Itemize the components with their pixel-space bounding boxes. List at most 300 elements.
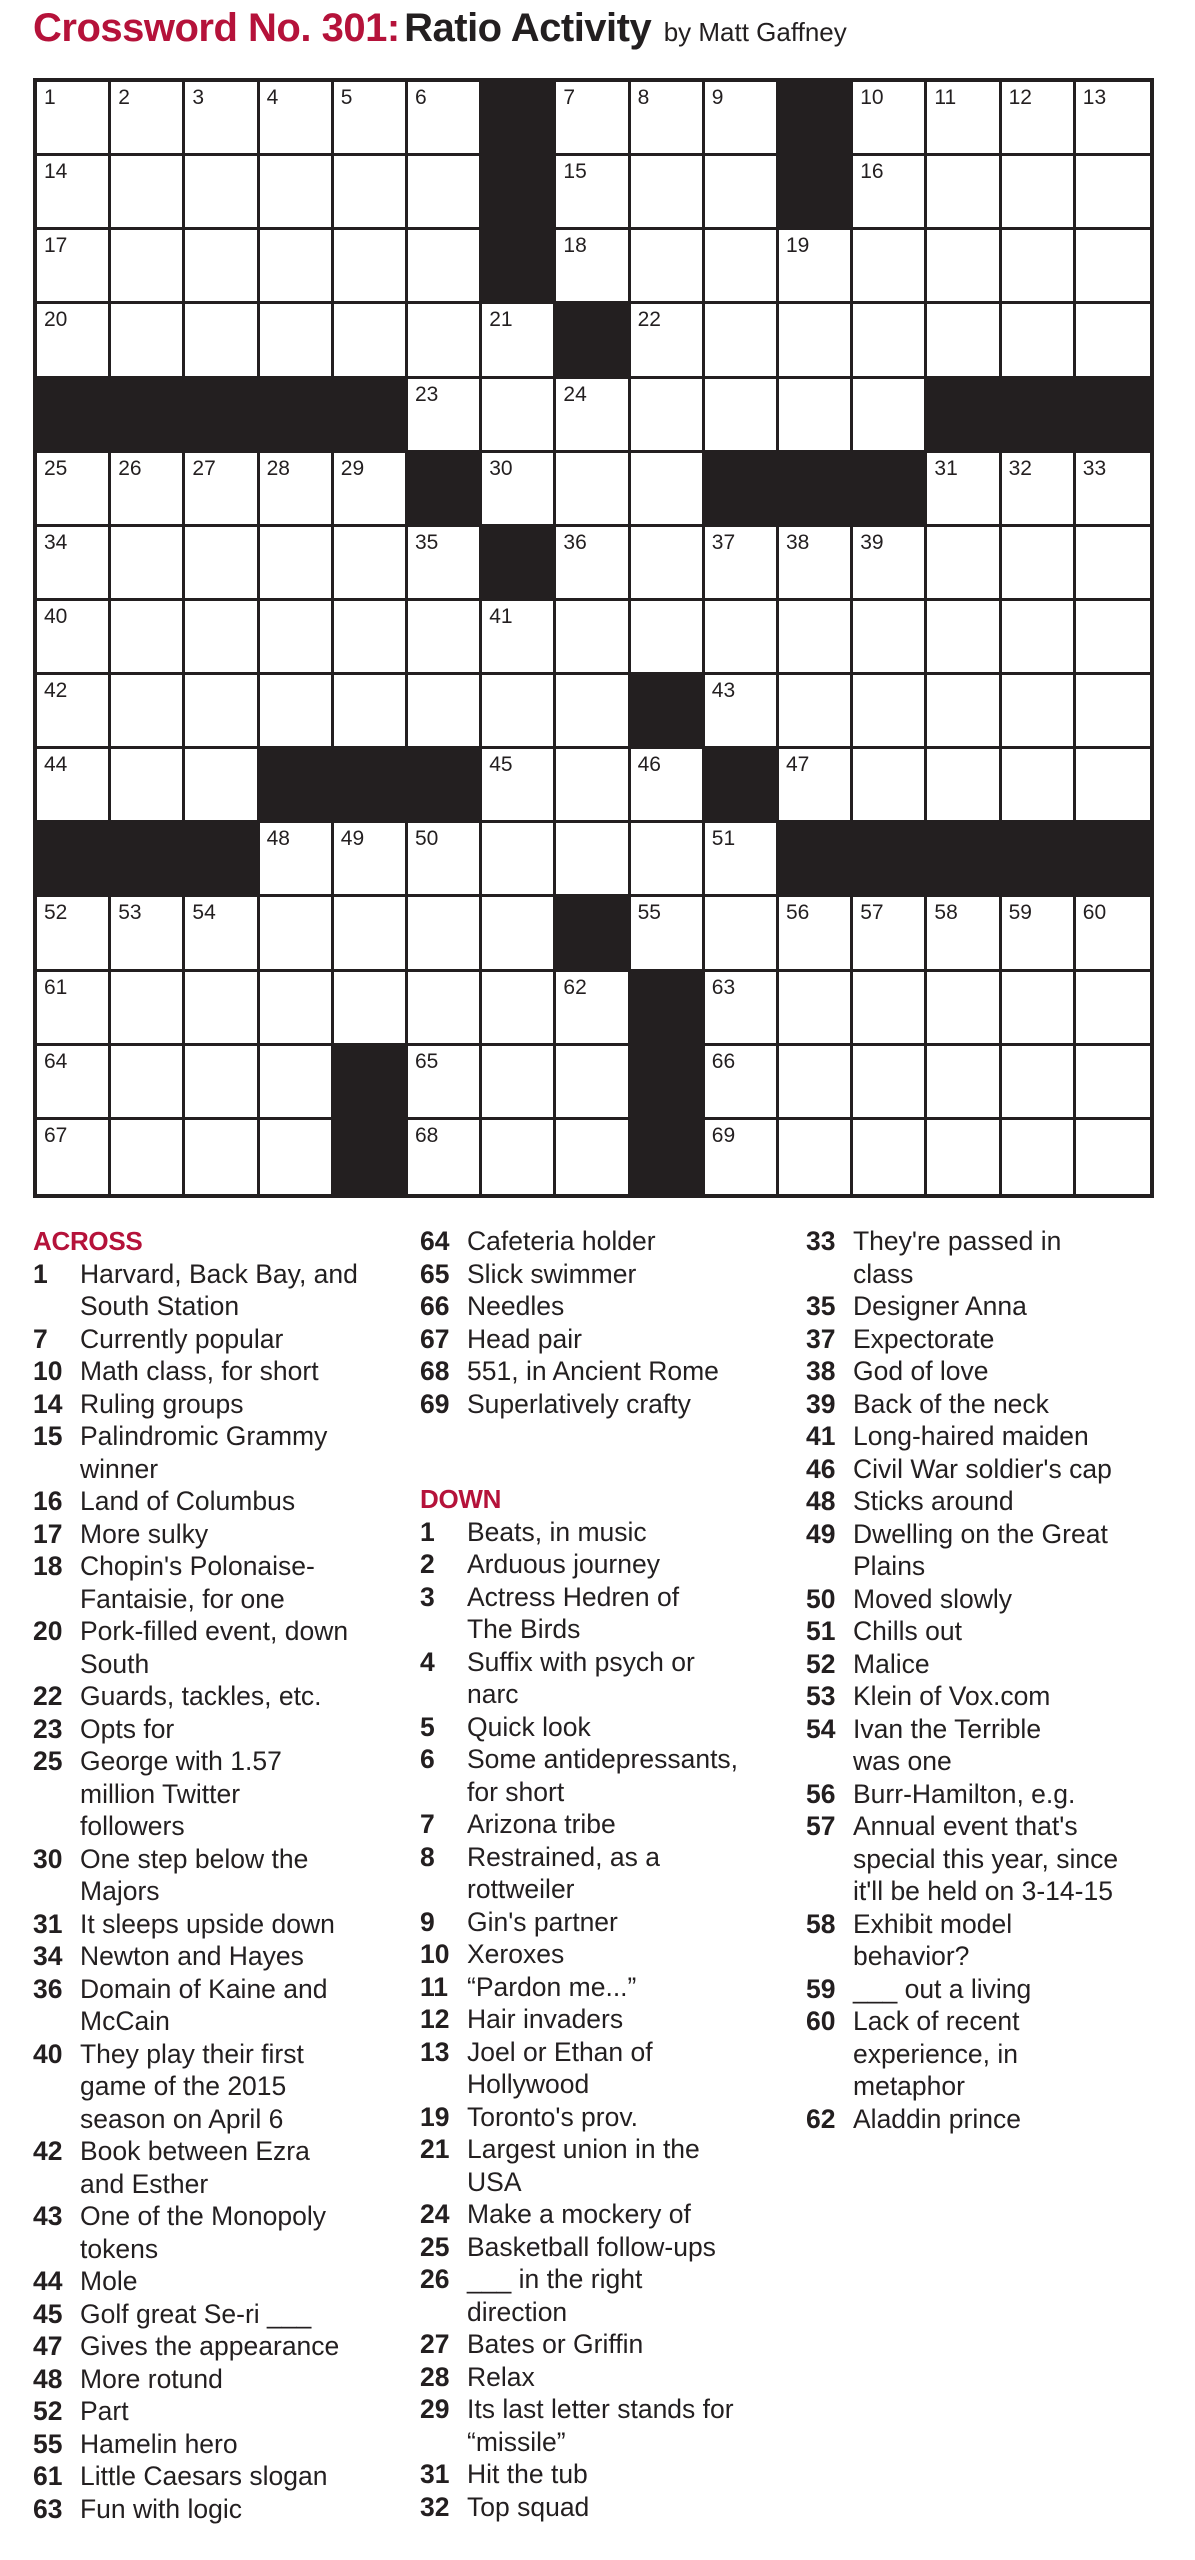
grid-square[interactable] — [705, 601, 779, 675]
grid-square[interactable] — [556, 156, 630, 230]
clue-number: 50 — [806, 1583, 836, 1614]
square-number: 49 — [340, 827, 365, 851]
clue — [806, 1908, 1166, 1973]
grid-square[interactable] — [482, 1120, 556, 1194]
down-heading: DOWN — [420, 1484, 502, 1514]
clue-line: ___ in the right — [467, 2264, 643, 2294]
grid-square[interactable] — [185, 230, 259, 304]
grid-square[interactable] — [631, 749, 705, 823]
grid-square[interactable] — [927, 601, 1001, 675]
grid-square[interactable] — [927, 972, 1001, 1046]
grid-square[interactable] — [853, 972, 927, 1046]
grid-square[interactable] — [1076, 230, 1150, 304]
grid-square[interactable] — [37, 675, 111, 749]
grid-square[interactable] — [556, 1120, 630, 1194]
clue-text — [80, 2395, 393, 2428]
clue-text — [80, 1940, 393, 1973]
clue-line: Mole — [80, 2266, 138, 2296]
square-number: 35 — [414, 530, 439, 554]
grid-square[interactable] — [260, 897, 334, 971]
grid-square[interactable] — [37, 749, 111, 823]
grid-square[interactable] — [927, 156, 1001, 230]
grid-square[interactable] — [1076, 1120, 1150, 1194]
grid-square[interactable] — [853, 749, 927, 823]
grid-square[interactable] — [779, 972, 853, 1046]
grid-square[interactable] — [779, 1120, 853, 1194]
clue-line: Gin's partner — [467, 1906, 618, 1937]
grid-square[interactable] — [260, 1120, 334, 1194]
grid-square[interactable] — [111, 1120, 185, 1194]
clue — [806, 1615, 1166, 1648]
grid-square[interactable] — [482, 897, 556, 971]
grid-square[interactable] — [334, 675, 408, 749]
clue — [33, 1485, 393, 1518]
grid-square[interactable] — [631, 379, 705, 453]
grid-square[interactable] — [185, 897, 259, 971]
clue-text — [467, 1711, 790, 1744]
grid-square[interactable] — [705, 823, 779, 897]
grid-square[interactable] — [185, 675, 259, 749]
grid-square[interactable] — [853, 379, 927, 453]
clue-number: 42 — [33, 2136, 63, 2166]
grid-square[interactable] — [927, 304, 1001, 378]
grid-square[interactable] — [779, 304, 853, 378]
grid-square[interactable] — [631, 897, 705, 971]
clue — [33, 1518, 393, 1551]
grid-square[interactable] — [1076, 1046, 1150, 1120]
clue-line: Land of Columbus — [80, 1486, 296, 1516]
clue-line: Exhibit model — [853, 1908, 1013, 1939]
grid-square[interactable] — [853, 897, 927, 971]
grid-square[interactable] — [260, 527, 334, 601]
grid-square[interactable] — [1076, 527, 1150, 601]
clue-number: 2 — [420, 1549, 435, 1579]
grid-square[interactable] — [260, 453, 334, 527]
clue — [806, 1648, 1166, 1681]
grid-square[interactable] — [1076, 304, 1150, 378]
grid-square[interactable] — [37, 230, 111, 304]
clue-text — [467, 2328, 790, 2361]
grid-square[interactable] — [853, 304, 927, 378]
grid-square[interactable] — [111, 897, 185, 971]
grid-square[interactable] — [631, 82, 705, 156]
clue-text — [853, 1810, 1166, 1908]
grid-square[interactable] — [927, 675, 1001, 749]
grid-square[interactable] — [482, 823, 556, 897]
grid-square[interactable] — [260, 1046, 334, 1120]
square-number: 67 — [44, 1123, 68, 1147]
grid-square[interactable] — [185, 82, 259, 156]
clue — [806, 2005, 1166, 2103]
square-number: 18 — [563, 234, 587, 258]
square-number: 58 — [934, 901, 958, 925]
clue — [33, 2038, 393, 2136]
grid-square[interactable] — [853, 675, 927, 749]
grid-square[interactable] — [482, 1046, 556, 1120]
clue-number: 48 — [33, 2363, 63, 2394]
clue — [420, 1906, 790, 1939]
grid-square[interactable] — [631, 453, 705, 527]
grid-square[interactable] — [705, 304, 779, 378]
grid-square[interactable] — [556, 823, 630, 897]
square-number: 19 — [785, 234, 810, 258]
clue-line: winner — [80, 1453, 159, 1484]
grid-square[interactable] — [111, 527, 185, 601]
clue-text — [80, 1485, 393, 1518]
clue — [420, 2036, 790, 2101]
clue-line: Bates or Griffin — [467, 2329, 644, 2359]
grid-square[interactable] — [779, 675, 853, 749]
grid-block — [556, 304, 630, 378]
grid-square[interactable] — [1076, 675, 1150, 749]
grid-square[interactable] — [334, 304, 408, 378]
grid-square[interactable] — [631, 304, 705, 378]
clue-line: Dwelling on the Great — [853, 1518, 1108, 1549]
square-number: 21 — [489, 308, 513, 332]
grid-square[interactable] — [185, 304, 259, 378]
clue-text — [853, 1713, 1166, 1778]
clue-line: Fantaisie, for one — [80, 1583, 285, 1614]
grid-square[interactable] — [111, 156, 185, 230]
clue — [420, 1581, 790, 1646]
clue — [806, 1583, 1166, 1616]
grid-square[interactable] — [927, 230, 1001, 304]
grid-square[interactable] — [556, 749, 630, 823]
grid-square[interactable] — [111, 675, 185, 749]
grid-square[interactable] — [334, 972, 408, 1046]
clue-line: Top squad — [467, 2491, 590, 2522]
grid-square[interactable] — [853, 527, 927, 601]
clue — [806, 1453, 1166, 1486]
grid-square[interactable] — [705, 527, 779, 601]
grid-square[interactable] — [111, 601, 185, 675]
grid-square[interactable] — [260, 972, 334, 1046]
square-number: 29 — [340, 456, 365, 480]
clue-line: They're passed in — [853, 1226, 1062, 1256]
grid-square[interactable] — [705, 82, 779, 156]
grid-block — [1002, 823, 1076, 897]
grid-square[interactable] — [408, 1120, 482, 1194]
grid-square[interactable] — [705, 675, 779, 749]
clue-line: Long-haired maiden — [853, 1421, 1089, 1451]
grid-square[interactable] — [556, 82, 630, 156]
clue — [33, 2265, 393, 2298]
grid-square[interactable] — [1002, 304, 1076, 378]
grid-square[interactable] — [334, 82, 408, 156]
clue-text — [80, 1745, 393, 1843]
clue-text — [80, 2428, 393, 2461]
grid-square[interactable] — [482, 601, 556, 675]
grid-block — [779, 453, 853, 527]
clue-line: Hit the tub — [467, 2459, 588, 2489]
grid-square[interactable] — [779, 897, 853, 971]
clue-number: 25 — [33, 1746, 63, 1776]
clue-number: 1 — [420, 1516, 435, 1547]
clue-line: Civil War soldier's cap — [853, 1453, 1112, 1484]
grid-square[interactable] — [482, 453, 556, 527]
clue-line: Sticks around — [853, 1486, 1014, 1516]
grid-square[interactable] — [37, 897, 111, 971]
grid-block — [556, 897, 630, 971]
clue-text — [467, 2231, 790, 2264]
clue-line: metaphor — [853, 2071, 965, 2101]
grid-square[interactable] — [1076, 156, 1150, 230]
clue-number: 29 — [420, 2394, 450, 2424]
grid-block — [927, 823, 1001, 897]
grid-square[interactable] — [705, 379, 779, 453]
grid-square[interactable] — [556, 230, 630, 304]
clue — [420, 2231, 790, 2264]
grid-square[interactable] — [111, 1046, 185, 1120]
grid-square[interactable] — [1002, 1046, 1076, 1120]
grid-block — [185, 379, 259, 453]
grid-square[interactable] — [185, 1120, 259, 1194]
grid-square[interactable] — [408, 1046, 482, 1120]
grid-block — [779, 156, 853, 230]
grid-square[interactable] — [927, 453, 1001, 527]
clue — [806, 1680, 1166, 1713]
clue-line: Actress Hedren of — [467, 1581, 680, 1612]
grid-square[interactable] — [482, 379, 556, 453]
grid-square[interactable] — [111, 749, 185, 823]
grid-square[interactable] — [185, 453, 259, 527]
grid-square[interactable] — [111, 453, 185, 527]
square-number: 8 — [637, 86, 650, 109]
grid-square[interactable] — [185, 749, 259, 823]
grid-square[interactable] — [185, 1046, 259, 1120]
grid-block — [408, 749, 482, 823]
grid-square[interactable] — [185, 527, 259, 601]
grid-square[interactable] — [111, 304, 185, 378]
grid-square[interactable] — [556, 379, 630, 453]
grid-square[interactable] — [705, 972, 779, 1046]
grid-square[interactable] — [37, 972, 111, 1046]
clue-text — [853, 1615, 1166, 1648]
grid-square[interactable] — [1002, 675, 1076, 749]
grid-square[interactable] — [631, 823, 705, 897]
square-number: 42 — [44, 679, 68, 703]
grid-square[interactable] — [1076, 82, 1150, 156]
square-number: 61 — [44, 975, 68, 999]
grid-square[interactable] — [260, 675, 334, 749]
clue-line: More sulky — [80, 1518, 209, 1549]
grid-square[interactable] — [1002, 897, 1076, 971]
clue-line: Part — [80, 2396, 129, 2426]
grid-square[interactable] — [1002, 601, 1076, 675]
clue-line: It sleeps upside down — [80, 1908, 335, 1939]
grid-square[interactable] — [37, 304, 111, 378]
grid-square[interactable] — [260, 304, 334, 378]
grid-square[interactable] — [779, 749, 853, 823]
grid-block — [631, 1046, 705, 1120]
grid-square[interactable] — [1002, 156, 1076, 230]
clue-line: Restrained, as a — [467, 1841, 660, 1872]
clue-column-1 — [33, 1225, 393, 2525]
clue-number: 53 — [806, 1681, 836, 1711]
grid-square[interactable] — [260, 82, 334, 156]
grid-square[interactable] — [334, 897, 408, 971]
grid-square[interactable] — [631, 601, 705, 675]
grid-square[interactable] — [1002, 749, 1076, 823]
grid-square[interactable] — [853, 156, 927, 230]
clue-number: 15 — [33, 1421, 63, 1451]
grid-square[interactable] — [779, 379, 853, 453]
grid-square[interactable] — [37, 156, 111, 230]
grid-square[interactable] — [556, 453, 630, 527]
square-number: 69 — [711, 1123, 736, 1147]
grid-square[interactable] — [927, 82, 1001, 156]
grid-square[interactable] — [408, 82, 482, 156]
grid-square[interactable] — [927, 749, 1001, 823]
clue — [420, 1743, 790, 1808]
clue — [420, 2491, 790, 2524]
grid-square[interactable] — [631, 230, 705, 304]
grid-square[interactable] — [408, 823, 482, 897]
grid-square[interactable] — [111, 972, 185, 1046]
grid-square[interactable] — [111, 82, 185, 156]
clue-number: 65 — [420, 1258, 450, 1289]
grid-square[interactable] — [927, 527, 1001, 601]
grid-square[interactable] — [408, 379, 482, 453]
grid-square[interactable] — [853, 82, 927, 156]
grid-block — [705, 453, 779, 527]
grid-square[interactable] — [853, 1046, 927, 1120]
clue — [420, 2328, 790, 2361]
grid-block — [631, 675, 705, 749]
grid-square[interactable] — [556, 1046, 630, 1120]
grid-square[interactable] — [1076, 453, 1150, 527]
square-number: 27 — [192, 456, 216, 480]
clue-text — [80, 1550, 393, 1615]
grid-square[interactable] — [705, 1046, 779, 1120]
grid-square[interactable] — [408, 675, 482, 749]
clue-text — [467, 1516, 790, 1549]
clue-number: 35 — [806, 1291, 836, 1321]
grid-square[interactable] — [408, 527, 482, 601]
clue-text — [853, 1648, 1166, 1681]
grid-square[interactable] — [853, 1120, 927, 1194]
grid-square[interactable] — [37, 527, 111, 601]
grid-square[interactable] — [779, 601, 853, 675]
grid-square[interactable] — [1002, 453, 1076, 527]
grid-square[interactable] — [37, 453, 111, 527]
grid-square[interactable] — [482, 749, 556, 823]
square-number: 59 — [1008, 901, 1032, 925]
clue-line: One of the Monopoly — [80, 2201, 327, 2231]
grid-square[interactable] — [408, 601, 482, 675]
clue-text — [853, 2103, 1166, 2136]
grid-square[interactable] — [1076, 749, 1150, 823]
clue — [420, 1388, 790, 1421]
grid-square[interactable] — [37, 82, 111, 156]
square-number: 48 — [266, 827, 290, 851]
grid-square[interactable] — [853, 601, 927, 675]
grid-block — [334, 379, 408, 453]
square-number: 32 — [1008, 456, 1032, 480]
clue-number: 57 — [806, 1811, 836, 1841]
square-number: 54 — [192, 901, 216, 925]
clue — [420, 1355, 790, 1388]
grid-square[interactable] — [853, 230, 927, 304]
grid-square[interactable] — [334, 527, 408, 601]
grid-square[interactable] — [185, 972, 259, 1046]
grid-square[interactable] — [705, 156, 779, 230]
grid-square[interactable] — [1076, 601, 1150, 675]
grid-square[interactable] — [334, 156, 408, 230]
clue — [420, 1808, 790, 1841]
grid-square[interactable] — [1002, 972, 1076, 1046]
grid-square[interactable] — [631, 527, 705, 601]
grid-square[interactable] — [1076, 897, 1150, 971]
grid-square[interactable] — [408, 304, 482, 378]
grid-square[interactable] — [927, 1120, 1001, 1194]
grid-square[interactable] — [556, 527, 630, 601]
grid-square[interactable] — [37, 601, 111, 675]
grid-square[interactable] — [1002, 527, 1076, 601]
clue-line: Joel or Ethan of — [467, 2036, 653, 2067]
grid-square[interactable] — [556, 972, 630, 1046]
grid-square[interactable] — [705, 897, 779, 971]
grid-square[interactable] — [334, 601, 408, 675]
grid-square[interactable] — [37, 1046, 111, 1120]
grid-square[interactable] — [334, 453, 408, 527]
grid-square[interactable] — [482, 972, 556, 1046]
clue-text — [467, 1743, 790, 1808]
grid-square[interactable] — [185, 601, 259, 675]
clue-line: narc — [467, 1679, 519, 1709]
grid-square[interactable] — [408, 230, 482, 304]
grid-square[interactable] — [1002, 230, 1076, 304]
grid-square[interactable] — [185, 156, 259, 230]
grid-square[interactable] — [260, 823, 334, 897]
grid-square[interactable] — [482, 304, 556, 378]
grid-square[interactable] — [482, 675, 556, 749]
clue-text — [80, 1323, 393, 1356]
grid-square[interactable] — [1002, 82, 1076, 156]
grid-square[interactable] — [1002, 1120, 1076, 1194]
grid-square[interactable] — [334, 823, 408, 897]
grid-square[interactable] — [260, 230, 334, 304]
grid-square[interactable] — [927, 897, 1001, 971]
grid-square[interactable] — [334, 230, 408, 304]
grid-square[interactable] — [37, 1120, 111, 1194]
clue — [33, 2298, 393, 2331]
clue-number: 56 — [806, 1778, 836, 1809]
clue-text — [467, 1971, 790, 2004]
grid-square[interactable] — [556, 675, 630, 749]
grid-square[interactable] — [260, 156, 334, 230]
grid-square[interactable] — [779, 1046, 853, 1120]
grid-square[interactable] — [705, 1120, 779, 1194]
grid-square[interactable] — [1076, 972, 1150, 1046]
grid-square[interactable] — [408, 972, 482, 1046]
grid-block — [408, 453, 482, 527]
square-number: 62 — [563, 975, 587, 999]
grid-square[interactable] — [631, 156, 705, 230]
grid-square[interactable] — [779, 527, 853, 601]
grid-square[interactable] — [705, 230, 779, 304]
clue-line: Domain of Kaine and — [80, 1973, 328, 2004]
grid-square[interactable] — [408, 897, 482, 971]
grid-square[interactable] — [556, 601, 630, 675]
grid-square[interactable] — [260, 601, 334, 675]
grid-square[interactable] — [779, 230, 853, 304]
grid-square[interactable] — [111, 230, 185, 304]
grid-square[interactable] — [927, 1046, 1001, 1120]
grid-square[interactable] — [408, 156, 482, 230]
clue-line: Xeroxes — [467, 1939, 565, 1969]
clue-line: Book between Ezra — [80, 2136, 310, 2166]
